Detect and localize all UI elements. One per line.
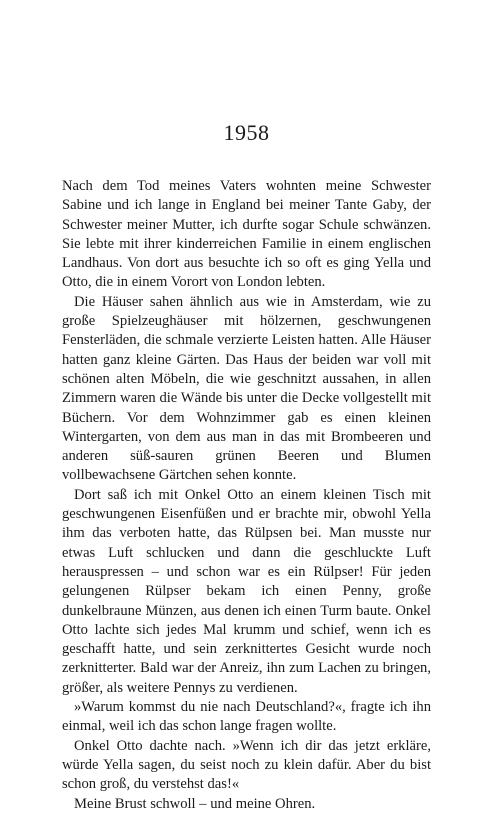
chapter-title: 1958 <box>223 120 270 145</box>
paragraph: »Warum kommst du nie nach Deutschland?«, fragte ich ihn einmal, weil ich das schon lange fragen wollte. <box>62 699 431 735</box>
paragraph: Meine Brust schwoll – und meine Ohren. <box>74 795 316 812</box>
body-text <box>62 177 431 814</box>
paragraph: Dort saß ich mit Onkel Otto an einem kleinen Tisch mit geschwungenen Eisenfüßen und er brachte mir, obwohl Yella ihm das verboten hatte, das Rülpsen bei. Man musste nur etwas Luft schlucken und dann die geschluckte Luft herauspressen – und schon war es ein Rülpser! Für jeden gelungenen Rülpser bekam ich einen Penny, große dunkelbraune Münzen, aus denen ich einen Turm baute. Onkel Otto lachte sich jedes Mal krumm und schief, wenn ich es geschafft hatte, und sein zerknittertes Gesicht wurde noch zerknitterter. Bald war der Anreiz, ihn zum Lachen zu bringen, größer, als weitere Pennys zu verdienen. <box>62 486 431 696</box>
paragraph: Die Häuser sahen ähnlich aus wie in Amsterdam, wie zu große Spielzeughäuser mit hölzernen, geschwungenen Fensterläden, die schmale verzierte Leisten hatten. Alle Häuser hatten ganz kleine Gärten. Das Haus der beiden war voll mit schönen alten Möbeln, die wie geschnitzt aussahen, in allen Zimmern waren die Wände bis unter die Decke vollgestellt mit Büchern. Vor dem Wohnzimmer gab es einen kleinen Wintergarten, von dem aus man in das mit Brombeeren und anderen süß-sauren grünen Beeren und Blumen vollbewachsene Gärtchen sehen konnte. <box>62 293 431 484</box>
paragraph: Onkel Otto dachte nach. »Wenn ich dir das jetzt erkläre, würde Yella sagen, du seist noch zu klein dafür. Aber du bist schon groß, du verstehst das!« <box>62 737 431 793</box>
paragraph: Nach dem Tod meines Vaters wohnten meine Schwester Sabine und ich lange in England bei meiner Tante Gaby, der Schwester meiner Mutter, ich durfte sogar Schule schwänzen. Sie lebte mit ihrer kinderreichen Familie in einem englischen Landhaus. Von dort aus besuchte ich so oft es ging Yella und Otto, die in einem Vorort von London lebten. <box>62 178 431 291</box>
